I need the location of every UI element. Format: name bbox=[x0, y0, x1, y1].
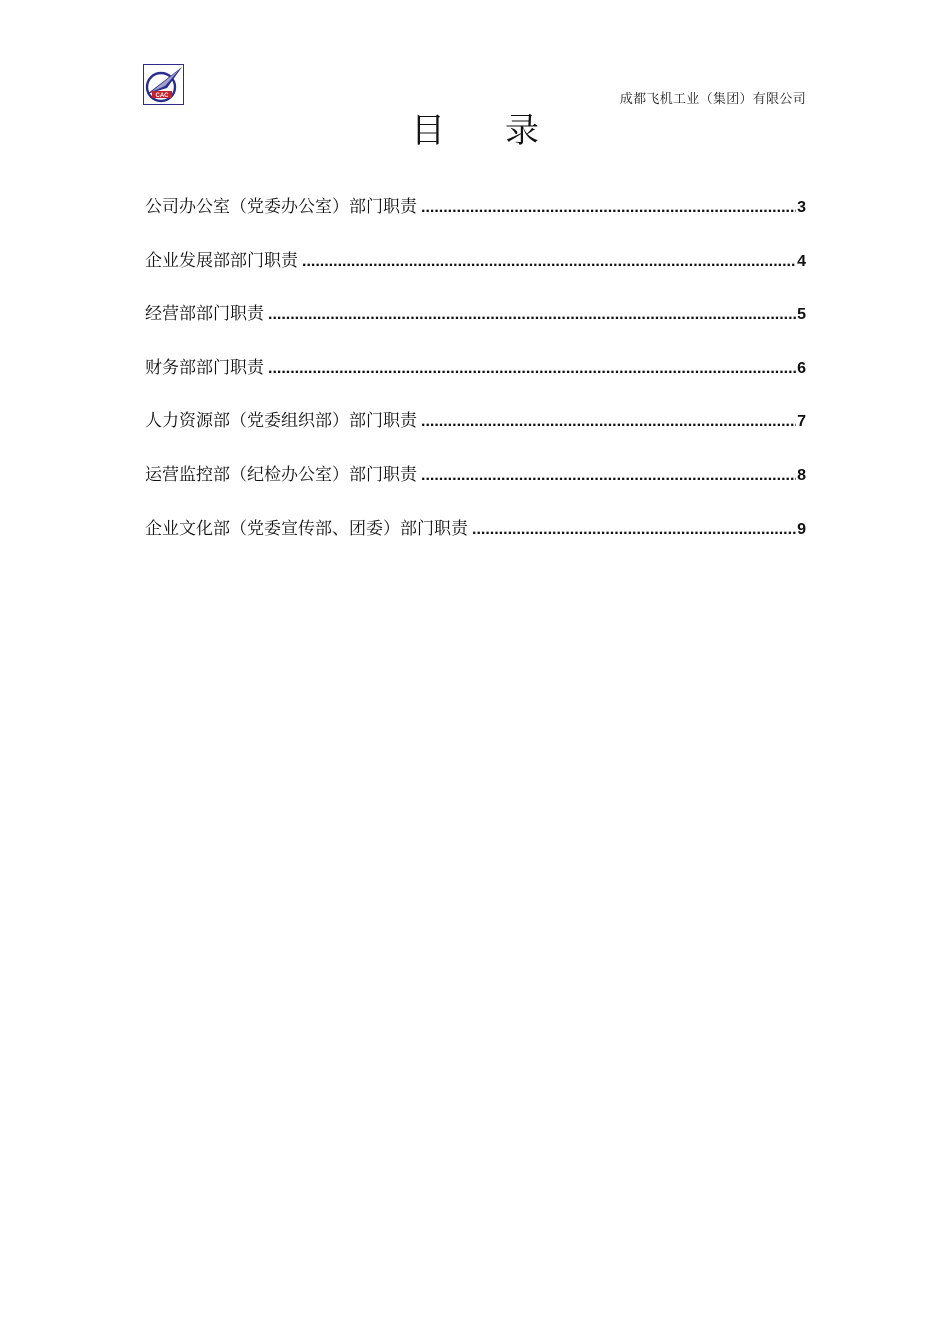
dot-leader bbox=[302, 253, 796, 271]
toc-title: 目录 bbox=[411, 111, 599, 151]
toc-page-number: 6 bbox=[797, 359, 806, 377]
toc-entry-text: 运营监控部（纪检办公室）部门职责 bbox=[145, 464, 417, 485]
dot-leader bbox=[268, 360, 796, 378]
toc-page-number: 3 bbox=[797, 199, 806, 216]
toc-page-number: 5 bbox=[797, 306, 806, 324]
toc-entry[interactable] bbox=[145, 299, 806, 353]
toc-entry-text: 经营部部门职责 bbox=[145, 304, 264, 325]
toc-entry[interactable] bbox=[145, 246, 806, 300]
dot-leader bbox=[472, 521, 796, 539]
toc-entry-text: 企业发展部部门职责 bbox=[145, 250, 298, 271]
toc-entry[interactable] bbox=[145, 353, 806, 407]
toc-entry[interactable] bbox=[145, 514, 806, 568]
toc-page-number: 7 bbox=[797, 413, 806, 431]
toc-page-number: 4 bbox=[797, 252, 806, 270]
toc-entry[interactable] bbox=[145, 406, 806, 460]
toc-entry[interactable] bbox=[145, 460, 806, 514]
toc-entry-text: 财务部部门职责 bbox=[145, 357, 264, 378]
svg-text:CAC: CAC bbox=[155, 93, 169, 99]
toc-entry-text: 人力资源部（党委组织部）部门职责 bbox=[145, 411, 417, 432]
dot-leader bbox=[421, 199, 796, 217]
toc-entry[interactable] bbox=[145, 192, 806, 246]
table-of-contents bbox=[145, 192, 806, 567]
dot-leader bbox=[421, 467, 796, 485]
toc-page-number: 8 bbox=[797, 466, 806, 484]
dot-leader bbox=[268, 306, 796, 324]
toc-entry-text: 公司办公室（党委办公室）部门职责 bbox=[145, 197, 417, 217]
toc-page-number: 9 bbox=[797, 520, 806, 538]
company-logo-icon bbox=[143, 64, 184, 105]
company-name: 成都飞机工业（集团）有限公司 bbox=[619, 92, 806, 107]
toc-entry-text: 企业文化部（党委宣传部、团委）部门职责 bbox=[145, 518, 468, 539]
dot-leader bbox=[421, 413, 796, 431]
